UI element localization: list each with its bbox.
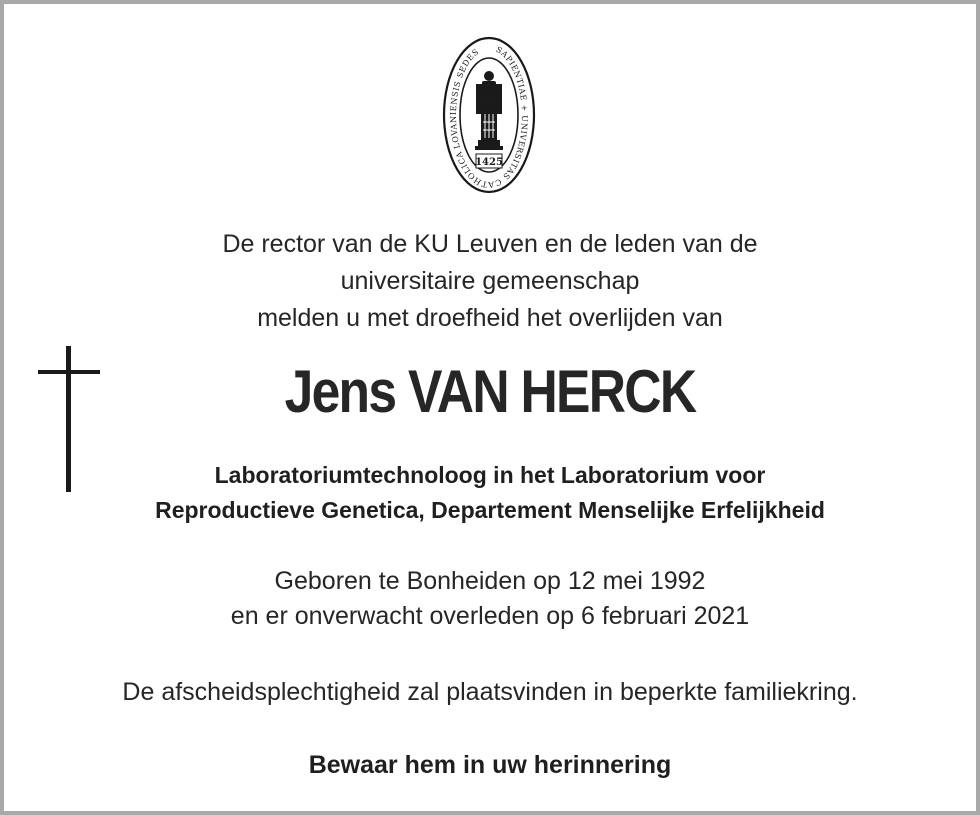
- university-seal-icon: [441, 36, 537, 194]
- date-line: Geboren te Bonheiden op 12 mei 1992: [274, 567, 706, 595]
- intro-line: melden u met droefheid het overlijden van: [257, 304, 723, 332]
- seal-year: 1425: [475, 157, 503, 168]
- farewell-text: De afscheidsplechtigheid zal plaatsvinden in beperkte familiekring.: [122, 678, 858, 706]
- dates-text: [0, 564, 980, 634]
- deceased-name: Jens VAN HERCK: [284, 358, 696, 425]
- date-line: en er onverwacht overleden op 6 februari 2021: [230, 602, 750, 630]
- seal-inscription: SAPIENTIAE + UNIVERSITAS CATHOLICA LOVANIENSIS SEDES: [448, 44, 529, 190]
- intro-line: De rector van de KU Leuven en de leden van de: [222, 230, 758, 258]
- function-line: Laboratoriumtechnoloog in het Laboratorium voor: [214, 462, 766, 488]
- closing-text: Bewaar hem in uw herinnering: [308, 751, 672, 779]
- function-text: [0, 458, 980, 528]
- intro-line: universitaire gemeenschap: [340, 267, 640, 295]
- function-line: Reproductieve Genetica, Departement Menselijke Erfelijkheid: [155, 497, 825, 523]
- intro-text: [0, 226, 980, 337]
